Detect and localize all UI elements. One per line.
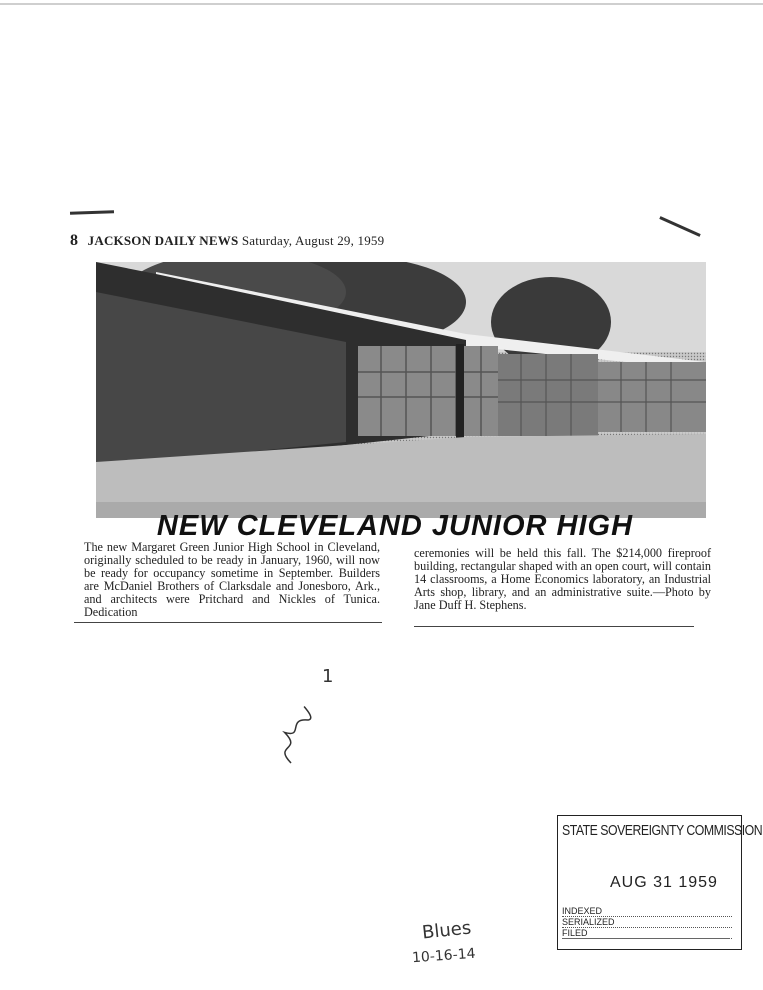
stamp-boxes — [562, 938, 730, 949]
margin-mark-right — [659, 216, 700, 237]
caption-column-2: ceremonies will be held this fall. The $214,000 fireproof building, rectangular shaped with an open court, will contain 14 classrooms, a Home Economics laboratory, an Industrial Arts shop, library, and an administrative suite.—Photo by Jane Duff H. Stephens. — [414, 546, 711, 612]
handwritten-initials — [264, 698, 333, 773]
caption-rule-right — [414, 626, 694, 627]
publication-date: Saturday, August 29, 1959 — [241, 233, 385, 248]
handwritten-name: Blues — [421, 917, 473, 944]
school-building-photo — [96, 262, 706, 518]
caption-column-1: The new Margaret Green Junior High School in Cleveland, originally scheduled to be ready in January, 1960, will now be ready for occupancy sometime in September. Builders are McDaniel Brothers of Clarksdale and Jonesboro, Ark., and architects were Pritchard and Nickles of Tunica. Dedication — [84, 540, 380, 619]
stamp-filed: FILED — [562, 928, 732, 939]
caption-rule-left — [74, 622, 382, 623]
handwritten-date: 10-16-14 — [411, 945, 477, 967]
top-edge-line — [0, 3, 763, 5]
handwritten-mark: 1 — [322, 666, 334, 687]
stamp-title: STATE SOVEREIGNTY COMMISSION — [562, 822, 763, 839]
newspaper-name: JACKSON DAILY NEWS — [87, 233, 239, 248]
commission-stamp — [557, 815, 763, 950]
margin-mark-left — [70, 210, 114, 215]
stamp-date: AUG 31 1959 — [610, 874, 718, 891]
stamp-indexed: INDEXED — [562, 906, 732, 917]
dateline — [70, 232, 384, 250]
headline: NEW CLEVELAND JUNIOR HIGH — [156, 510, 634, 542]
stamp-serialized: SERIALIZED — [562, 917, 732, 928]
page-number: 8 — [70, 232, 79, 249]
